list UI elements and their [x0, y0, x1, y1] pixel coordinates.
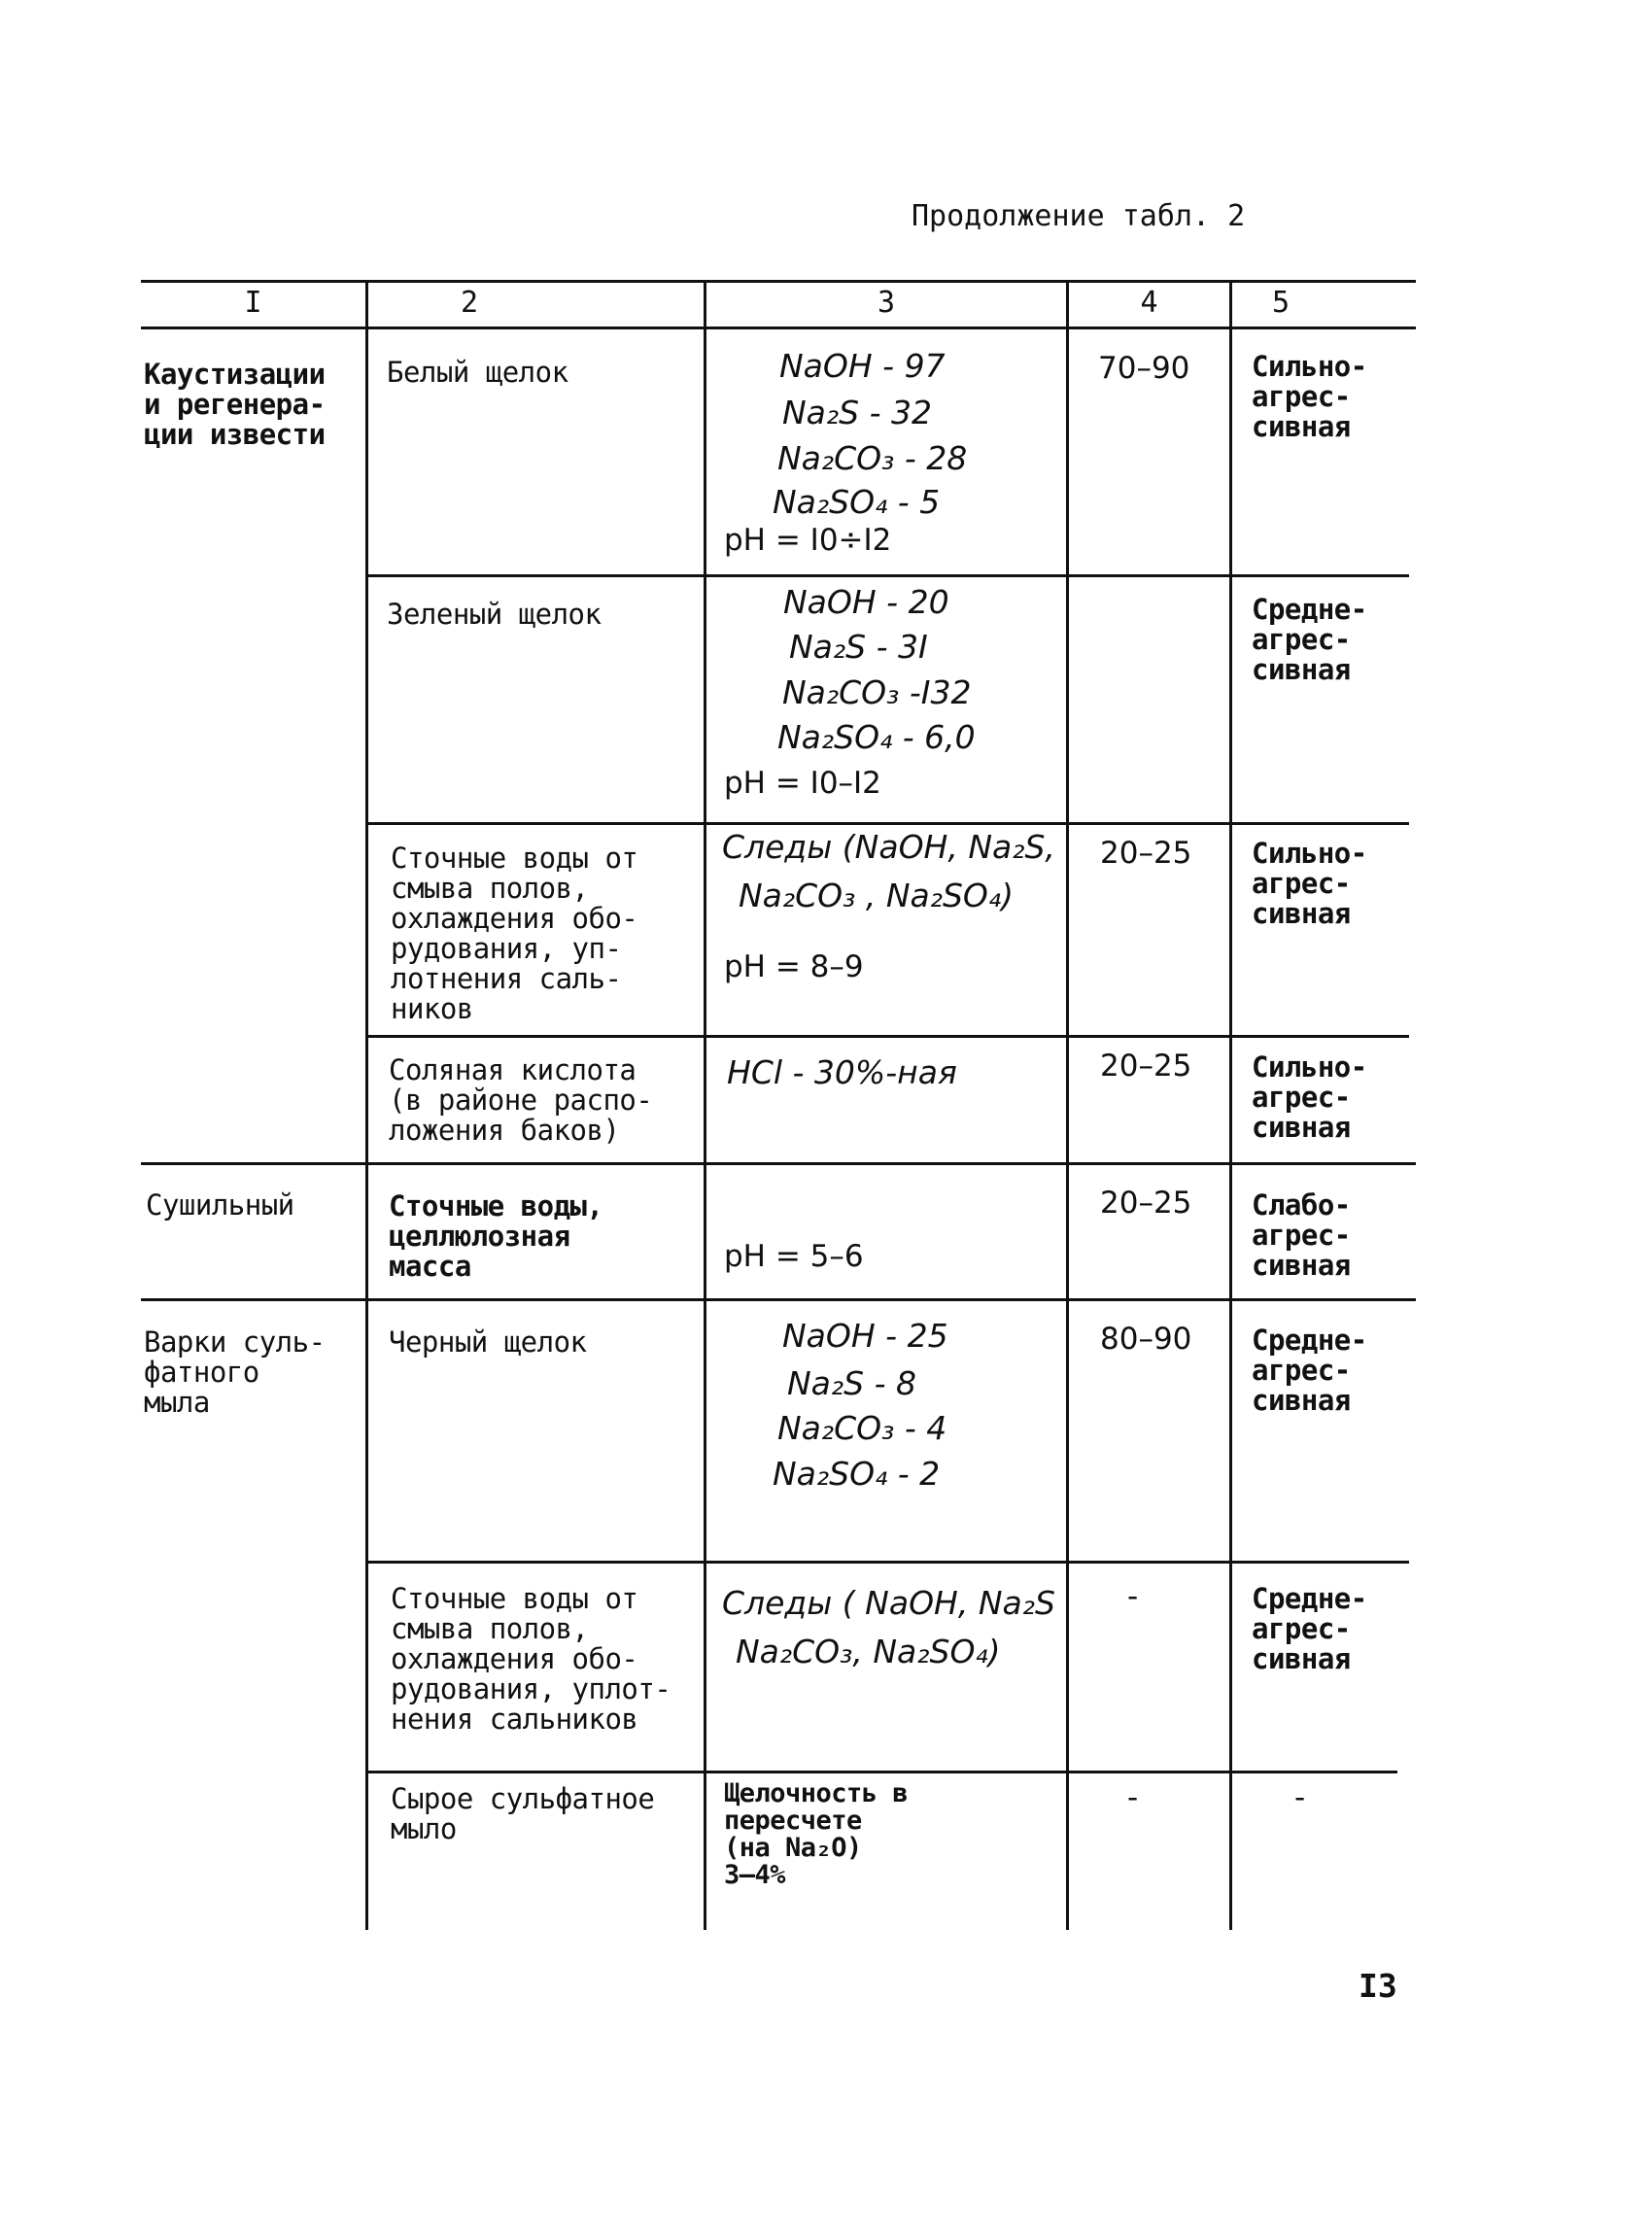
workshop-cell: Каустизации и регенера- ции извести	[144, 358, 326, 451]
composition-line: Na₂S - 32	[782, 394, 932, 431]
header-col-4: 4	[1140, 286, 1158, 320]
column-rule	[1066, 280, 1069, 1930]
aggressiveness-cell: Сильно- агрес- сивная	[1252, 1050, 1367, 1144]
row-rule	[367, 1771, 1397, 1773]
temperature-cell: 70–90	[1098, 351, 1190, 386]
composition-line: Na₂CO₃ , Na₂SO₄)	[739, 877, 1015, 914]
composition-line: Na₂SO₄ - 2	[773, 1455, 941, 1493]
composition-line: NaOH - 25	[782, 1317, 948, 1355]
row-rule	[367, 822, 1409, 825]
table-caption: Продолжение табл. 2	[912, 199, 1246, 233]
header-col-1: I	[244, 286, 262, 320]
composition-line: Na₂CO₃ - 28	[777, 439, 968, 477]
header-col-2: 2	[461, 286, 479, 320]
medium-cell: Белый щелок	[387, 356, 568, 389]
aggressiveness-cell: Средне- агрес- сивная	[1252, 1324, 1367, 1417]
composition-line: Следы ( NaOH, Na₂S	[722, 1584, 1055, 1622]
column-rule	[365, 280, 368, 1930]
medium-cell: Черный щелок	[389, 1325, 587, 1359]
ph-value: pH = 8–9	[724, 949, 864, 984]
medium-cell: Сточные воды, целлюлозная масса	[389, 1189, 603, 1283]
workshop-cell: Сушильный	[146, 1188, 294, 1222]
medium-cell: Соляная кислота (в районе распо- ложения баков)	[389, 1053, 653, 1147]
temperature-cell: -	[1127, 1780, 1139, 1815]
temperature-cell: 20–25	[1100, 836, 1192, 871]
composition-line: HCl - 30%-ная	[727, 1053, 957, 1091]
composition-line: Na₂CO₃ -I32	[782, 673, 972, 711]
composition-line: Na₂S - 8	[787, 1364, 916, 1402]
row-rule	[367, 1561, 1409, 1564]
header-col-3: 3	[877, 286, 896, 320]
row-rule	[367, 574, 1409, 577]
composition-line: Na₂CO₃, Na₂SO₄)	[736, 1633, 1001, 1670]
composition-line: Na₂SO₄ - 5	[773, 483, 941, 521]
composition-line: Na₂S - 3I	[789, 628, 928, 666]
aggressiveness-cell: -	[1294, 1780, 1306, 1815]
row-rule	[141, 1162, 1416, 1165]
composition-line: Na₂SO₄ - 6,0	[777, 718, 976, 756]
composition-line: NaOH - 20	[783, 583, 949, 621]
aggressiveness-cell: Слабо- агрес- сивная	[1252, 1188, 1351, 1282]
ph-value: pH = I0–I2	[724, 766, 881, 801]
row-rule	[141, 1298, 1416, 1301]
column-rule	[1229, 280, 1232, 1930]
temperature-cell: 20–25	[1100, 1049, 1192, 1084]
aggressiveness-cell: Средне- агрес- сивная	[1252, 1582, 1367, 1675]
table-top-rule	[141, 280, 1416, 283]
medium-cell: Сточные воды от смыва полов, охлаждения обо- рудования, уп- лотнения саль- ников	[391, 842, 638, 1025]
workshop-cell: Варки суль- фатного мыла	[144, 1325, 326, 1419]
row-rule	[367, 1035, 1409, 1038]
aggressiveness-cell: Сильно- агрес- сивная	[1252, 350, 1367, 443]
header-col-5: 5	[1271, 286, 1291, 320]
composition-note: Щелочность в пересчете (на Na₂O) 3–4%	[724, 1778, 909, 1890]
temperature-cell: 80–90	[1100, 1322, 1192, 1357]
composition-line: Na₂CO₃ - 4	[777, 1409, 947, 1447]
aggressiveness-cell: Средне- агрес- сивная	[1252, 593, 1367, 686]
page-number: I3	[1359, 1967, 1397, 2005]
medium-cell: Зеленый щелок	[387, 598, 602, 631]
header-rule	[141, 327, 1416, 329]
medium-cell: Сырое сульфатное мыло	[391, 1782, 655, 1845]
temperature-cell: -	[1127, 1579, 1139, 1614]
temperature-cell: 20–25	[1100, 1186, 1192, 1221]
composition-line: Следы (NaOH, Na₂S,	[722, 828, 1055, 866]
ph-value: pH = 5–6	[724, 1239, 864, 1274]
composition-line: NaOH - 97	[779, 347, 946, 385]
aggressiveness-cell: Сильно- агрес- сивная	[1252, 837, 1367, 930]
column-rule	[704, 280, 706, 1930]
medium-cell: Сточные воды от смыва полов, охлаждения обо- рудования, уплот- нения сальников	[391, 1582, 671, 1736]
ph-value: pH = I0÷I2	[724, 523, 892, 558]
